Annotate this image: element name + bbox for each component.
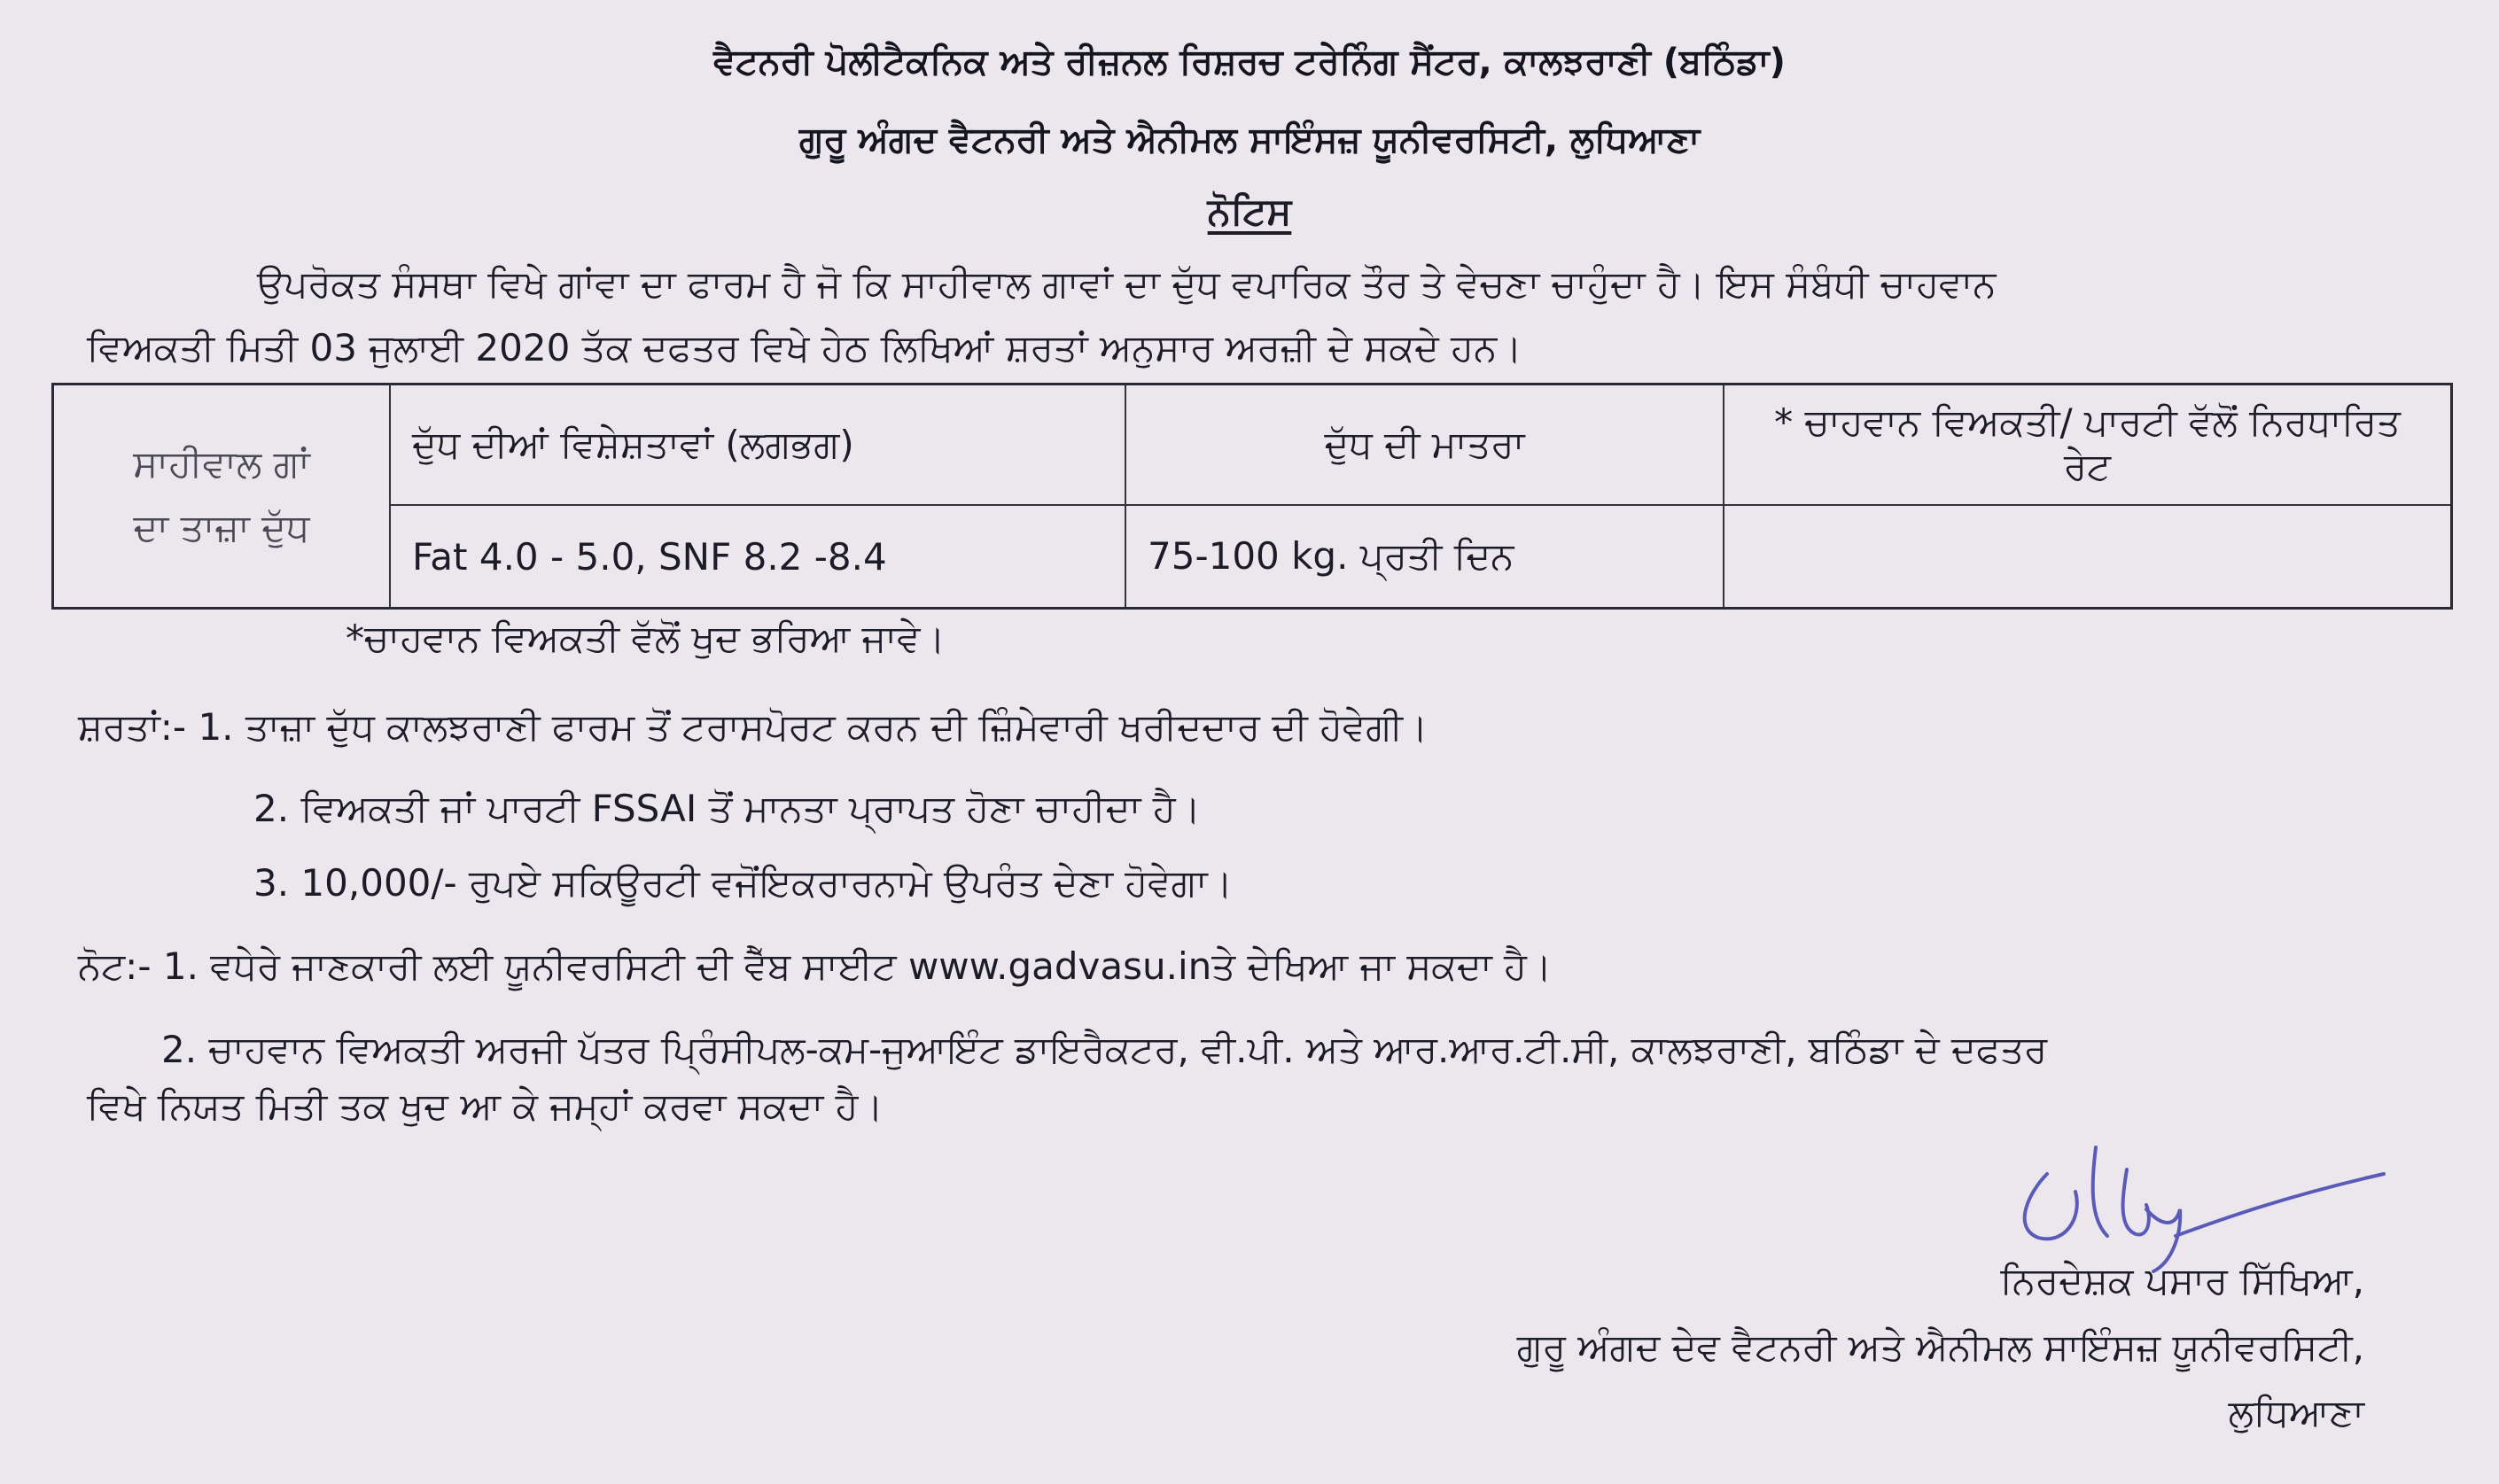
note-item-2-line-2: ਵਿਖੇ ਨਿਯਤ ਮਿਤੀ ਤਕ ਖੁਦ ਆ ਕੇ ਜਮ੍ਹਾਂ ਕਰਵਾ ਸਕਦਾ ਹੈ।: [87, 1084, 884, 1128]
table-header-row: [53, 385, 2452, 506]
institute-heading: ਵੈਟਨਰੀ ਪੋਲੀਟੈਕਨਿਕ ਅਤੇ ਰੀਜ਼ਨਲ ਰਿਸ਼ਰਚ ਟਰੇਨਿੰਗ ਸੈਂਟਰ, ਕਾਲਝਰਾਣੀ (ਬਠਿੰਡਾ): [713, 42, 1786, 82]
specs-header: ਦੁੱਧ ਦੀਆਂ ਵਿਸ਼ੇਸ਼ਤਾਵਾਂ (ਲਗਭਗ): [390, 385, 1125, 506]
specs-value: Fat 4.0 - 5.0, SNF 8.2 -8.4: [390, 505, 1125, 609]
rate-header: * ਚਾਹਵਾਨ ਵਿਅਕਤੀ/ ਪਾਰਟੀ ਵੱਲੋਂ ਨਿਰਧਾਰਿਤ ਰੇਟ: [1724, 385, 2452, 506]
conditions-label: ਸ਼ਰਤਾਂ:-: [78, 705, 187, 749]
notice-title: ਨੋਟਿਸ: [1207, 190, 1292, 233]
table-footnote: *ਚਾਹਵਾਨ ਵਿਅਕਤੀ ਵੱਲੋਂ ਖੁਦ ਭਰਿਆ ਜਾਵੇ।: [346, 617, 946, 660]
website-link[interactable]: www.gadvasu.in: [907, 944, 1212, 988]
signature-image: [1994, 1121, 2410, 1280]
note-item-1-suffix: ਤੇ ਦੇਖਿਆ ਜਾ ਸਕਦਾ ਹੈ।: [1211, 944, 1553, 988]
note-item-1-text: 1. ਵਧੇਰੇ ਜਾਣਕਾਰੀ ਲਈ ਯੂਨੀਵਰਸਿਟੀ ਦੀ ਵੈੱਬ ਸਾਈਟ: [162, 944, 908, 988]
note-line-1: [78, 944, 1553, 988]
rate-value-blank: [1724, 505, 2452, 609]
intro-line-1: ਉਪਰੋਕਤ ਸੰਸਥਾ ਵਿਖੇ ਗਾਂਵਾ ਦਾ ਫਾਰਮ ਹੈ ਜੋ ਕਿ ਸਾਹੀਵਾਲ ਗਾਵਾਂ ਦਾ ਦੁੱਧ ਵਪਾਰਿਕ ਤੌਰ ਤੇ ਵੇਚਣਾ ਚਾਹੁੰਦਾ ਹੈ। ਇਸ ਸੰਬੰਧੀ ਚਾਹਵਾਨ: [257, 262, 1997, 306]
condition-item: 2. ਵਿਅਕਤੀ ਜਾਂ ਪਾਰਟੀ FSSAI ਤੋਂ ਮਾਨਤਾ ਪ੍ਰਾਪਤ ਹੋਣਾ ਚਾਹੀਦਾ ਹੈ।: [253, 787, 1201, 830]
table-row: [53, 505, 2452, 609]
condition-item: 3. 10,000/- ਰੁਪਏ ਸਕਿਊਰਟੀ ਵਜੋਂਇਕਰਾਰਨਾਮੇ ਉਪਰੰਤ ਦੇਣਾ ਹੋਵੇਗਾ।: [253, 861, 1233, 905]
note-item-2-line-1: 2. ਚਾਹਵਾਨ ਵਿਅਕਤੀ ਅਰਜੀ ਪੱਤਰ ਪ੍ਰਿੰਸੀਪਲ-ਕਮ-ਜੁਆਇੰਟ ਡਾਇਰੈਕਟਰ, ਵੀ.ਪੀ. ਅਤੇ ਆਰ.ਆਰ.ਟੀ.ਸੀ, ਕਾਲਝਰਾਣੀ, ਬਠਿੰਡਾ ਦੇ ਦਫਤਰ: [161, 1028, 2048, 1071]
university-heading: ਗੁਰੂ ਅੰਗਦ ਵੈਟਨਰੀ ਅਤੇ ਐਨੀਮਲ ਸਾਇੰਸਜ਼ ਯੂਨੀਵਰਸਿਟੀ, ਲੁਧਿਆਣਾ: [798, 120, 1701, 160]
signatory-university: ਗੁਰੂ ਅੰਗਦ ਦੇਵ ਵੈਟਨਰੀ ਅਤੇ ਐਨੀਮਲ ਸਾਇੰਸਜ਼ ਯੂਨੀਵਰਸਿਟੀ,: [1516, 1325, 2364, 1369]
conditions-line-1: [78, 705, 1429, 749]
quantity-value: 75-100 kg. ਪ੍ਰਤੀ ਦਿਨ: [1125, 505, 1724, 609]
signatory-designation: ਨਿਰਦੇਸ਼ਕ ਪਸਾਰ ਸਿੱਖਿਆ,: [2000, 1259, 2364, 1302]
signatory-city: ਲੁਧਿਆਣਾ: [2228, 1391, 2364, 1434]
intro-line-2: ਵਿਅਕਤੀ ਮਿਤੀ 03 ਜੁਲਾਈ 2020 ਤੱਕ ਦਫਤਰ ਵਿਖੇ ਹੇਠ ਲਿਖਿਆਂ ਸ਼ਰਤਾਂ ਅਨੁਸਾਰ ਅਰਜ਼ੀ ਦੇ ਸਕਦੇ ਹਨ।: [87, 326, 1522, 369]
row-label-cell: [53, 385, 391, 609]
quantity-header: ਦੁੱਧ ਦੀ ਮਾਤਰਾ: [1125, 385, 1724, 506]
milk-details-table: [51, 383, 2453, 610]
row-label-line-2: ਦਾ ਤਾਜ਼ਾ ਦੁੱਧ: [133, 506, 310, 549]
row-label-line-1: ਸਾਹੀਵਾਲ ਗਾਂ: [133, 442, 310, 486]
condition-item: 1. ਤਾਜ਼ਾ ਦੁੱਧ ਕਾਲਝਰਾਣੀ ਫਾਰਮ ਤੋਂ ਟਰਾਸਪੋਰਟ ਕਰਨ ਦੀ ਜ਼ਿੰਮੇਵਾਰੀ ਖਰੀਦਦਾਰ ਦੀ ਹੋਵੇਗੀ।: [198, 705, 1429, 749]
notes-label: ਨੋਟ:-: [78, 944, 152, 988]
